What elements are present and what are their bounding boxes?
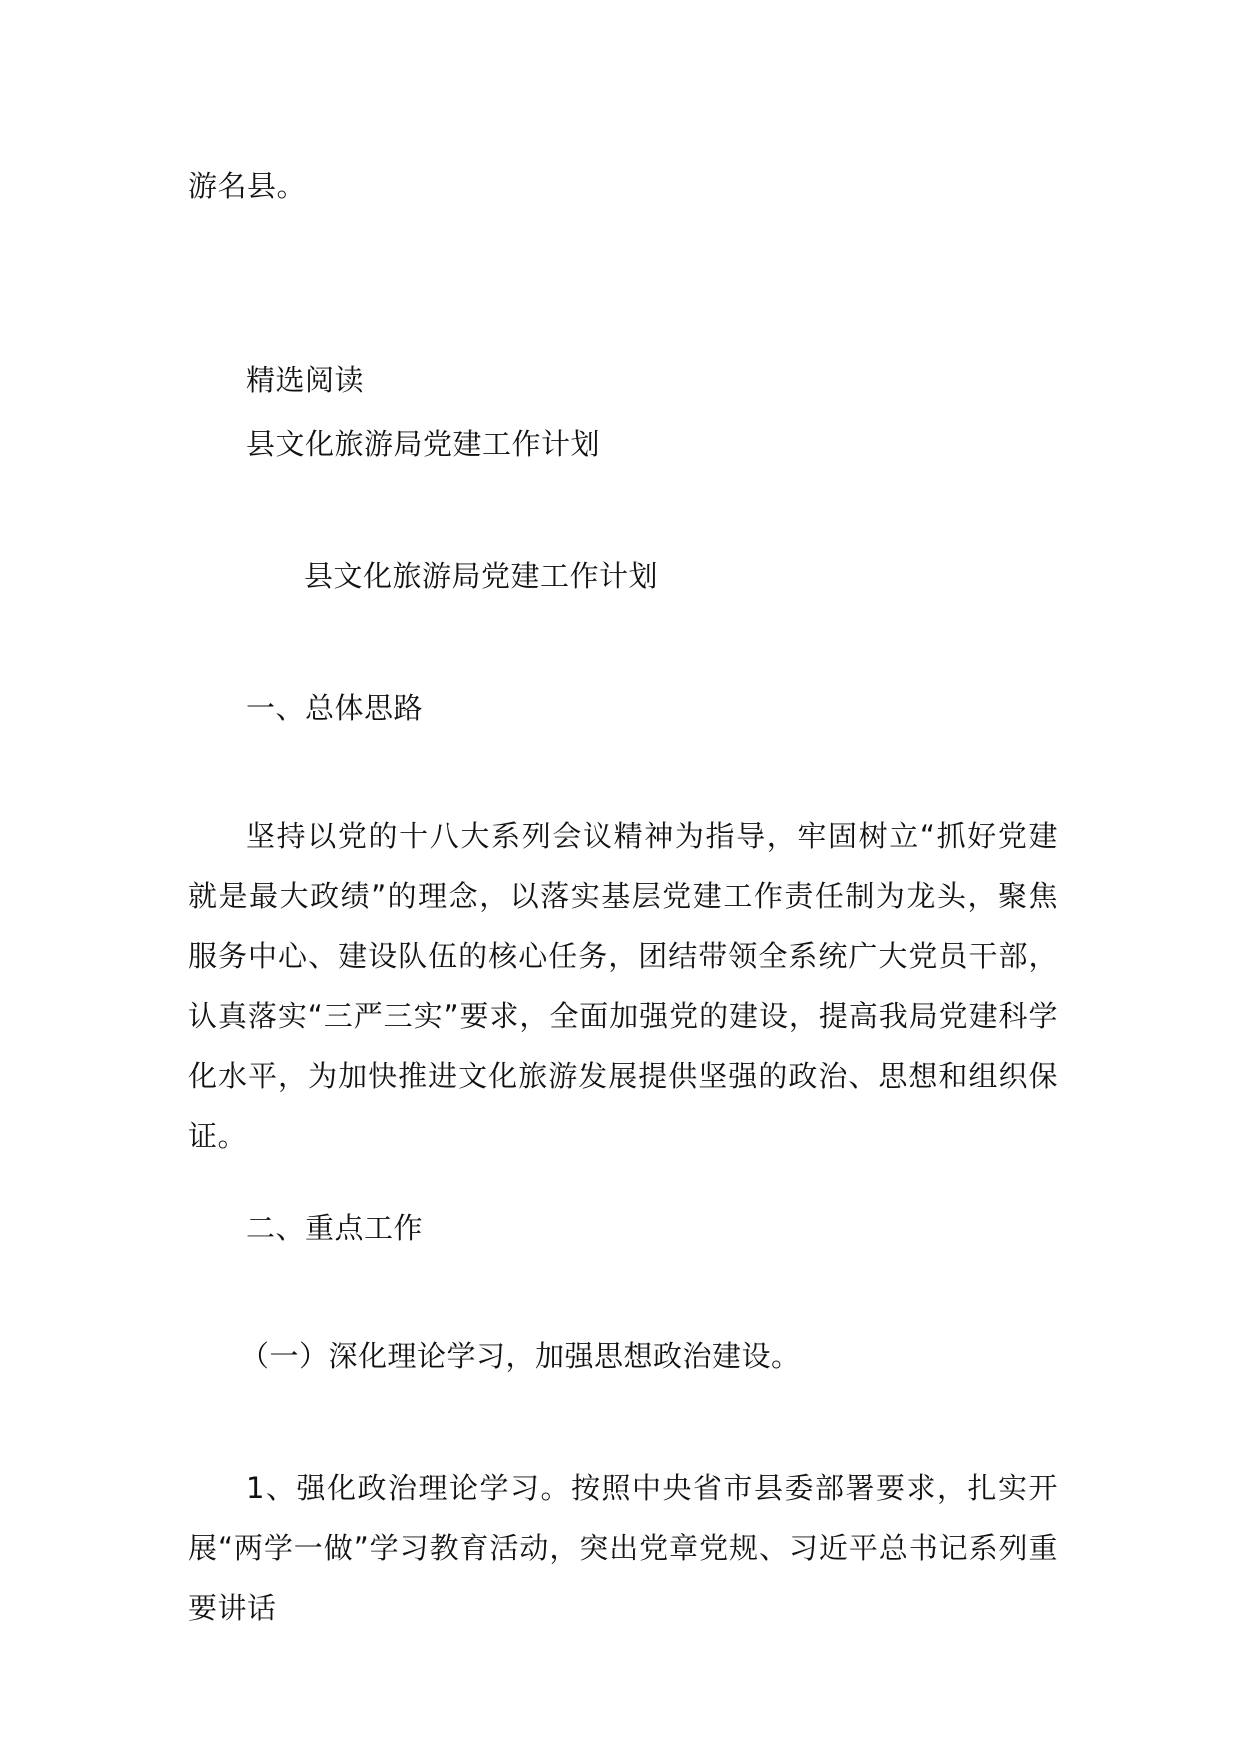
featured-reading-title: 县文化旅游局党建工作计划 (246, 427, 601, 461)
section-heading-key-work: 二、重点工作 (246, 1211, 424, 1245)
carryover-line: 游名县。 (188, 169, 307, 203)
item-1-paragraph: 1、强化政治理论学习。按照中央省市县委部署要求，扎实开展“两学一做”学习教育活动，突出党章党规、习近平总书记系列重要讲话 (188, 1471, 1058, 1625)
subsection-heading-theory-study: （一）深化理论学习，加强思想政治建设。 (240, 1339, 801, 1373)
document-title: 县文化旅游局党建工作计划 (304, 559, 659, 593)
overall-approach-paragraph: 坚持以党的十八大系列会议精神为指导，牢固树立“抓好党建就是最大政绩”的理念，以落实基层党建工作责任制为龙头，聚焦服务中心、建设队伍的核心任务，团结带领全系统广大党员干部，认真落实“三严三实”要求，全面加强党的建设，提高我局党建科学化水平，为加快推进文化旅游发展提供坚强的政治、思想和组织保证。 (188, 819, 1058, 1153)
featured-reading-label: 精选阅读 (246, 363, 365, 397)
section-heading-overall-approach: 一、总体思路 (246, 691, 424, 725)
